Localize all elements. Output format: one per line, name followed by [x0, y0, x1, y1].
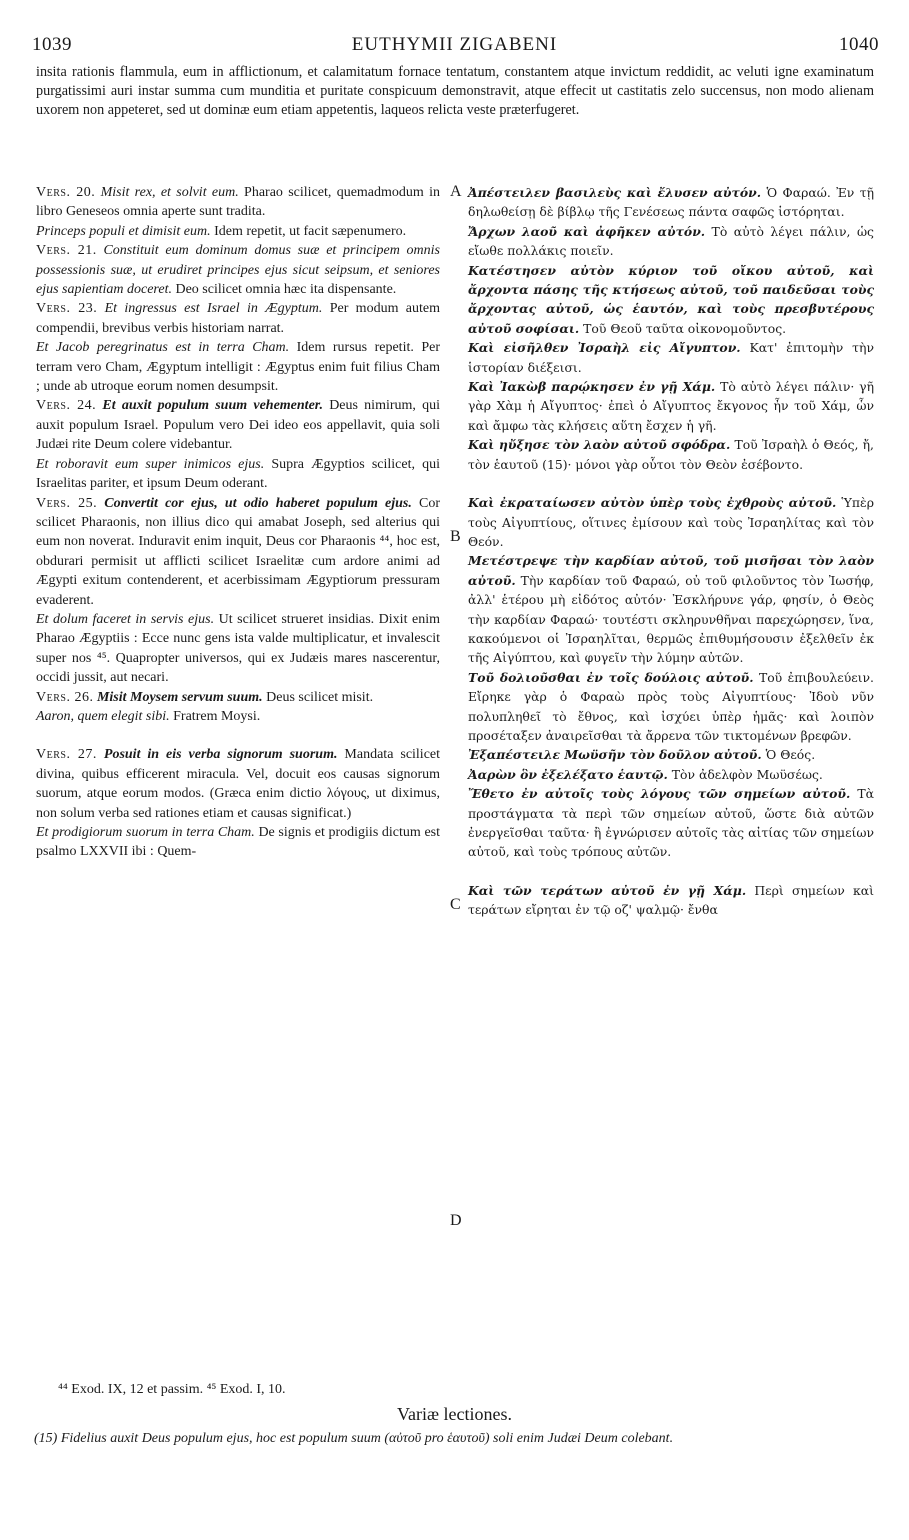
latin-lemma: Aaron, quem elegit sibi. — [36, 708, 170, 724]
greek-commentary: Τὸ αὐτὸ λέγει πάλιν· γῆ γὰρ Χὰμ ἡ Αἴγυπτος· ἐπεὶ ὁ Αἴγυπτος ἔκγονος ἦν τοῦ Χάμ, ὧν καὶ ἄμφω τὰς κλήσεις αὕτη ἔσχεν ἡ γῆ. — [468, 379, 875, 433]
greek-lemma: Ἄρχων λαοῦ καὶ ἀφῆκεν αὐτόν. — [468, 223, 706, 239]
latin-commentary: Cor scilicet Pharaonis, non illius dico qui amabat Joseph, sed alterius qui eum non noverat. Induravit enim inquit, Deus cor Pharaonis ⁴⁴, hoc est, obdurari permisit ut afflicti scilicet Israelitæ cum ardore animi ad Ægypti exitum contenderent, et acerbissimam Ægyptiorum pressuram evaderent. — [36, 495, 440, 608]
greek-paragraph — [468, 784, 874, 862]
latin-commentary: Deus nimirum, qui auxit populum Israel. Populum vero Dei ideo eos appellavit, quia soli Judæi rite Deum colere videbantur. — [36, 398, 441, 453]
latin-lemma: Et auxit populum suum vehementer. — [102, 398, 323, 414]
latin-lemma: Et ingressus est Israel in Ægyptum. — [104, 301, 323, 317]
greek-paragraph — [468, 377, 874, 435]
latin-paragraph — [36, 707, 440, 726]
latin-paragraph — [36, 823, 440, 862]
variae-lectiones-text: (15) Fidelius auxit Deus populum ejus, hoc est populum suum (αὐτοῦ pro ἑαυτοῦ) soli enim Judæi Deum colebant. — [34, 1431, 674, 1446]
page-number-right: 1040 — [839, 34, 879, 55]
greek-paragraph — [468, 261, 874, 339]
verse-number: Vers. 23. — [36, 301, 98, 317]
verse-number: Vers. 25. — [36, 495, 98, 511]
latin-commentary: Pharao scilicet, quemadmodum in libro Geneseos omnia aperte sunt tradita. — [36, 185, 440, 220]
section-marker-b: B — [450, 528, 461, 545]
verse-number: Vers. 26. — [36, 689, 94, 705]
latin-lemma: Misit rex, et solvit eum. — [100, 185, 239, 200]
greek-commentary: Τοῦ Ἰσραὴλ ὁ Θεός, ἤ, τὸν ἑαυτοῦ (15)· μόνοι γὰρ οὗτοι τὸν Θεὸν ἐσέβοντο. — [468, 437, 874, 472]
latin-commentary: Per modum autem compendii, brevibus verbis historiam narrat. — [36, 301, 440, 336]
greek-commentary: Τοῦ Θεοῦ ταῦτα οἰκονομοῦντος. — [579, 320, 787, 336]
greek-commentary: Ὑπὲρ τοὺς Αἰγυπτίους, οἵτινες ἐμίσουν καὶ τοὺς Ἰσραηλίτας καὶ τὸν Θεόν. — [468, 495, 874, 549]
intro-text: insita rationis flammula, eum in afflictionum, et calamitatum fornace tentatum, constantem atque invictum reddidit, ac veluti igne examinatum purgatissimi auri instar summa cum munditia et puritate conspicuum demonstravit, atque effecit ut castitatis zelo succensus, non modo alienam uxorem non appeteret, sed ut dominæ eum etiam appetentis, laqueos relicta veste præterfugeret. — [36, 64, 874, 119]
greek-paragraph — [468, 765, 874, 784]
running-title: EUTHYMII ZIGABENI — [351, 34, 558, 55]
latin-commentary: Fratrem Moysi. — [169, 708, 261, 724]
greek-lemma: Καὶ εἰσῆλθεν Ἰσραὴλ εἰς Αἴγυπτον. — [468, 340, 741, 356]
latin-paragraph — [36, 183, 440, 222]
greek-commentary: Περὶ σημείων καὶ τεράτων εἴρηται ἐν τῷ οζ' ψαλμῷ· ἔνθα — [468, 882, 874, 918]
section-marker-d: D — [450, 1212, 462, 1229]
latin-paragraph — [36, 494, 440, 610]
latin-column — [36, 183, 440, 862]
greek-lemma: Καὶ τῶν τεράτων αὐτοῦ ἐν γῇ Χάμ. — [468, 882, 747, 898]
greek-lemma: Μετέστρεψε τὴν καρδίαν αὐτοῦ, τοῦ μισῆσαι τὸν λαὸν αὐτοῦ. — [468, 553, 874, 588]
latin-commentary: Idem rursus repetit. Per terram vero Cham, Ægyptum intelligit : Ægyptus enim fuit filius Cham ; unde ab utroque eorum nomen desumpsit. — [36, 340, 440, 395]
greek-lemma: Καὶ ἐκραταίωσεν αὐτὸν ὑπὲρ τοὺς ἐχθροὺς αὐτοῦ. — [468, 495, 837, 511]
latin-commentary: Idem repetit, ut facit sæpenumero. — [210, 223, 407, 239]
latin-paragraph — [36, 338, 440, 396]
latin-lemma: Princeps populi et dimisit eum. — [36, 223, 211, 239]
greek-commentary: Τὰ προστάγματα τὰ περὶ τῶν σημείων αὐτοῦ, ὥστε διὰ αὐτῶν ἐνεργεῖσθαι ταῦτα· ἢ ἐγνώρισεν αὐτοῖς τὰς αἰτίας τῶν σημείων αὐτοῦ, καὶ τοὺς τρόπους αὐτῶν. — [468, 786, 875, 860]
greek-paragraph — [468, 881, 874, 920]
greek-column — [468, 183, 874, 920]
greek-paragraph — [468, 222, 874, 261]
section-marker-c: C — [450, 896, 461, 913]
latin-commentary: Ut scilicet strueret insidias. Dixit enim Pharao Ægyptiis : Ecce nunc gens ista valde multiplicatur, et invalescit super nos ⁴⁵. Quapropter universos, qui ex Judæis mares nascerentur, occidi jussit, aut necari. — [36, 611, 440, 686]
latin-paragraph — [36, 455, 440, 494]
latin-paragraph — [36, 222, 440, 241]
greek-commentary: Κατ' ἐπιτομὴν τὴν ἱστορίαν διέξεισι. — [468, 340, 874, 375]
latin-lemma: Convertit cor ejus, ut odio haberet populum ejus. — [104, 495, 412, 511]
latin-commentary: Deo scilicet omnia hæc ita dispensante. — [171, 282, 397, 298]
latin-commentary: Deus scilicet misit. — [262, 689, 374, 705]
variae-lectiones-heading: Variæ lectiones. — [397, 1404, 512, 1424]
greek-lemma: Ἐξαπέστειλε Μωϋσῆν τὸν δοῦλον αὐτοῦ. — [468, 747, 762, 763]
greek-paragraph — [468, 183, 874, 222]
greek-commentary: Ὁ Φαραώ. Ἐν τῇ δηλωθείσῃ δὲ βίβλῳ τῆς Γενέσεως πάντα σαφῶς ἱστόρηται. — [468, 185, 874, 220]
greek-paragraph — [468, 338, 874, 377]
latin-lemma: Constituit eum dominum domus suæ et principem omnis possessionis suæ, ut erudiret principes ejus sicut seipsum, et seniores ejus sapientiam doceret. — [36, 243, 440, 298]
greek-lemma: Κατέστησεν αὐτὸν κύριον τοῦ οἴκου αὐτοῦ, καὶ ἄρχοντα πάσης τῆς κτήσεως αὐτοῦ, τοῦ παιδεῦσαι τοὺς ἄρχοντας αὐτοῦ, ὡς ἑαυτόν, καὶ τοὺς πρεσβυτέρους αὐτοῦ σοφίσαι. — [468, 262, 874, 336]
greek-lemma: Τοῦ δολιοῦσθαι ἐν τοῖς δούλοις αὐτοῦ. — [468, 669, 754, 685]
greek-paragraph — [468, 493, 874, 551]
greek-paragraph — [468, 551, 874, 667]
greek-lemma: Καὶ ηὔξησε τὸν λαὸν αὐτοῦ σφόδρα. — [468, 437, 731, 453]
variae-lectiones — [34, 1430, 874, 1447]
latin-paragraph — [36, 610, 440, 688]
verse-number: Vers. 20. — [36, 185, 96, 200]
latin-lemma: Et prodigiorum suorum in terra Cham. — [36, 825, 255, 840]
latin-lemma: Et dolum faceret in servis ejus. — [36, 611, 215, 627]
greek-commentary: Ὁ Θεός. — [761, 747, 816, 763]
latin-lemma: Et roboravit eum super inimicos ejus. — [36, 456, 265, 472]
greek-commentary: Τὸν ἀδελφὸν Μωϋσέως. — [667, 766, 823, 782]
greek-lemma: Καὶ Ἰακὼβ παρῴκησεν ἐν γῇ Χάμ. — [468, 379, 716, 395]
running-header — [30, 34, 879, 58]
verse-number: Vers. 27. — [36, 747, 97, 763]
greek-lemma: Ἀπέστειλεν βασιλεὺς καὶ ἔλυσεν αὐτόν. — [468, 185, 762, 200]
footnotes: ⁴⁴ Exod. IX, 12 et passim. ⁴⁵ Exod. I, 10. — [58, 1382, 286, 1397]
latin-paragraph — [36, 396, 440, 454]
greek-paragraph — [468, 668, 874, 746]
latin-commentary: De signis et prodigiis dictum est psalmo LXXVII ibi : Quem- — [36, 825, 440, 860]
latin-commentary: Supra Ægyptios scilicet, qui Israelitas pariter, et ipsum Deum oderant. — [36, 456, 440, 492]
greek-commentary: Τοῦ ἐπιβουλεύειν. Εἴρηκε γὰρ ὁ Φαραὼ πρὸς τοὺς Αἰγυπτίους· Ἰδοὺ νῦν πολυπληθεῖ τὸ ἔθνος, καὶ ἰσχύει ὑπὲρ ἡμᾶς· καὶ λοιπὸν προσέταξεν ἀναιρεῖσθαι τὰ ἄρρενα τῶν τικτομένων βρεφῶν. — [468, 669, 874, 743]
greek-paragraph — [468, 745, 874, 764]
latin-paragraph — [36, 688, 440, 707]
latin-lemma: Misit Moysem servum suum. — [96, 689, 263, 705]
verse-number: Vers. 21. — [36, 243, 97, 259]
latin-paragraph — [36, 241, 440, 299]
latin-paragraph — [36, 745, 440, 823]
latin-commentary: Mandata scilicet divina, quibus efficerent miracula. Vel, docuit eos causas signorum suorum, atque eorum modos. (Græca enim dictio λόγους, ut diximus, non solum verba sed rationes etiam et causas significat.) — [36, 747, 441, 821]
greek-commentary: Τὸ αὐτὸ λέγει πάλιν, ὡς εἴωθε πολλάκις ποιεῖν. — [468, 223, 874, 259]
latin-lemma: Posuit in eis verba signorum suorum. — [103, 747, 338, 763]
verse-number: Vers. 24. — [36, 398, 97, 414]
latin-lemma: Et Jacob peregrinatus est in terra Cham. — [36, 340, 290, 356]
section-marker-a: A — [450, 183, 462, 200]
greek-lemma: Ἔθετο ἐν αὐτοῖς τοὺς λόγους τῶν σημείων αὐτοῦ. — [468, 786, 851, 802]
page-number-left: 1039 — [32, 34, 72, 55]
greek-commentary: Τὴν καρδίαν τοῦ Φαραώ, οὐ τοῦ φιλοῦντος τὸν Ἰωσήφ, ἀλλ' ἑτέρου μὴ εἰδότος αὐτόν· Ἐσκλήρυνε γάρ, φησίν, ὁ Θεὸς τὴν καρδίαν Φαραώ· τουτέστι σκληρυνθῆναι παρεχώρησεν, ἵνα, κακούμενοι οἱ Ἰσραηλῖται, θερμῶς ἐπιθυμήσουσιν ἐξελθεῖν ἐκ τῆς Αἰγύπτου, καὶ φυγεῖν τὴν λύμην αὐτῶν. — [468, 572, 874, 666]
greek-lemma: Ἀαρὼν ὃν ἐξελέξατο ἑαυτῷ. — [468, 766, 668, 782]
intro-paragraph — [36, 63, 874, 121]
greek-paragraph — [468, 435, 874, 474]
latin-paragraph — [36, 299, 440, 338]
